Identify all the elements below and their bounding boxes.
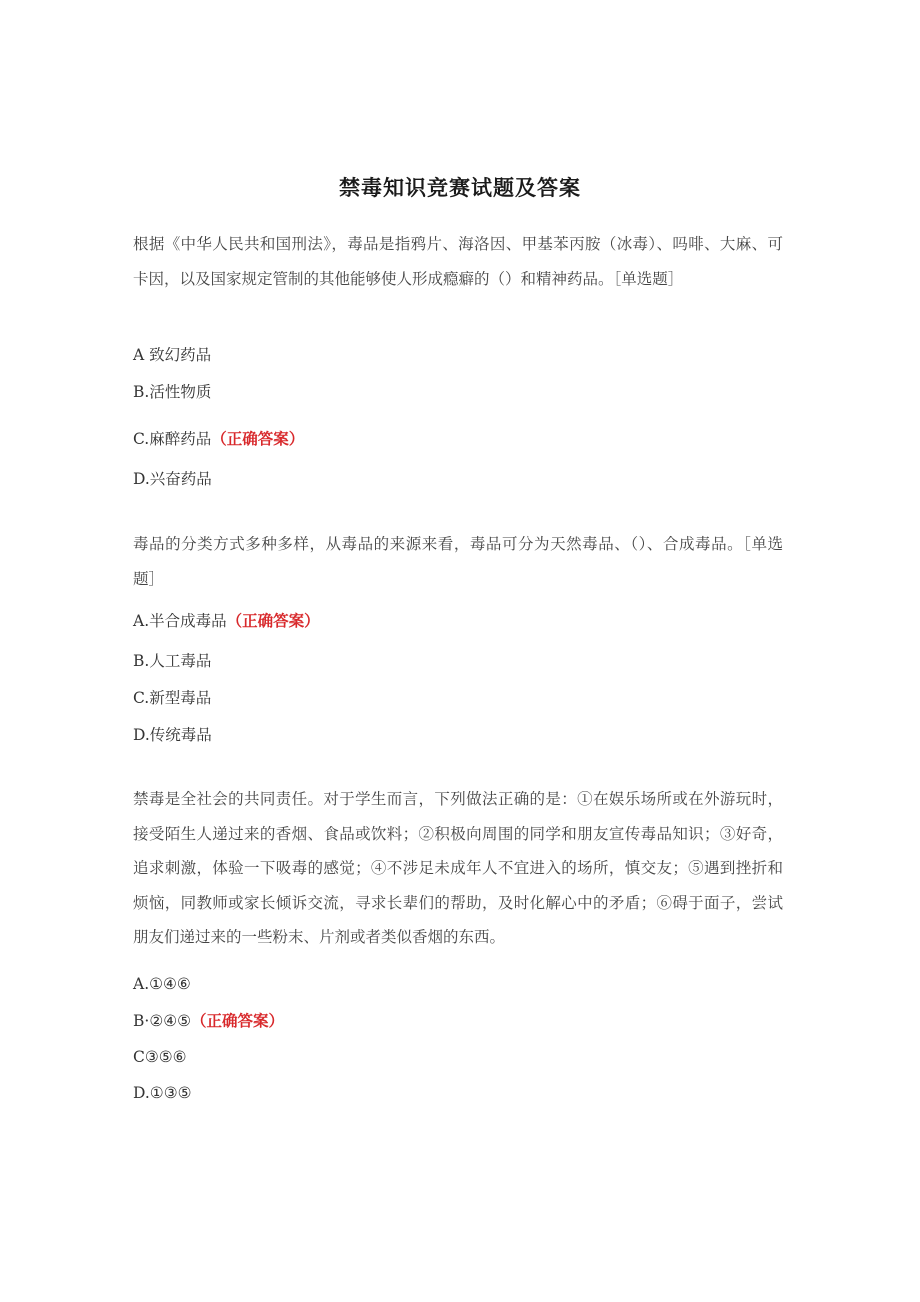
question-2-option-c xyxy=(133,686,211,710)
option-label: A 致幻药品 xyxy=(133,346,212,364)
question-3-option-a xyxy=(133,972,191,996)
question-2-option-d xyxy=(133,723,212,747)
option-label: C.新型毒品 xyxy=(133,689,212,707)
question-3-option-d xyxy=(133,1081,192,1105)
question-2-option-b xyxy=(133,649,211,673)
option-label: A.①④⑥ xyxy=(133,975,191,993)
question-1-option-a xyxy=(133,343,211,367)
question-3-option-b xyxy=(133,1009,284,1033)
option-label: D.①③⑤ xyxy=(133,1084,192,1102)
option-label: B·②④⑤ xyxy=(133,1012,192,1030)
document-title: 禁毒知识竞赛试题及答案 xyxy=(339,176,581,200)
question-1-option-d xyxy=(133,467,212,491)
question-1-option-c xyxy=(133,427,304,451)
option-label: B.活性物质 xyxy=(133,383,212,401)
question-1-option-b xyxy=(133,380,211,404)
question-3-option-c xyxy=(133,1045,187,1069)
correct-answer-mark: （正确答案） xyxy=(191,1011,285,1030)
question-1-text: 根据《中华人民共和国刑法》，毒品是指鸦片、海洛因、甲基苯丙胺（冰毒）、吗啡、大麻、可卡因，以及国家规定管制的其他能够使人形成瘾癖的（）和精神药品。［单选题］ xyxy=(133,235,783,288)
option-label: C③⑤⑥ xyxy=(133,1048,187,1066)
option-label: D.兴奋药品 xyxy=(133,470,212,488)
question-2-text: 毒品的分类方式多种多样，从毒品的来源来看，毒品可分为天然毒品、（）、合成毒品。［单选题］ xyxy=(133,535,783,588)
question-3-text: 禁毒是全社会的共同责任。对于学生而言，下列做法正确的是：①在娱乐场所或在外游玩时，接受陌生人递过来的香烟、食品或饮料；②积极向周围的同学和朋友宣传毒品知识；③好奇，追求刺激，体验一下吸毒的感觉；④不涉足未成年人不宜进入的场所，慎交友；⑤遇到挫折和烦恼，同教师或家长倾诉交流，寻求长辈们的帮助，及时化解心中的矛盾；⑥碍于面子，尝试朋友们递过来的一些粉末、片剂或者类似香烟的东西。 xyxy=(133,790,783,946)
option-label: B.人工毒品 xyxy=(133,652,212,670)
question-2-option-a xyxy=(133,609,320,633)
option-label: D.传统毒品 xyxy=(133,726,212,744)
option-label: A.半合成毒品 xyxy=(133,612,227,630)
option-label: C.麻醉药品 xyxy=(133,430,212,448)
correct-answer-mark: （正确答案） xyxy=(211,429,305,448)
correct-answer-mark: （正确答案） xyxy=(226,611,320,630)
